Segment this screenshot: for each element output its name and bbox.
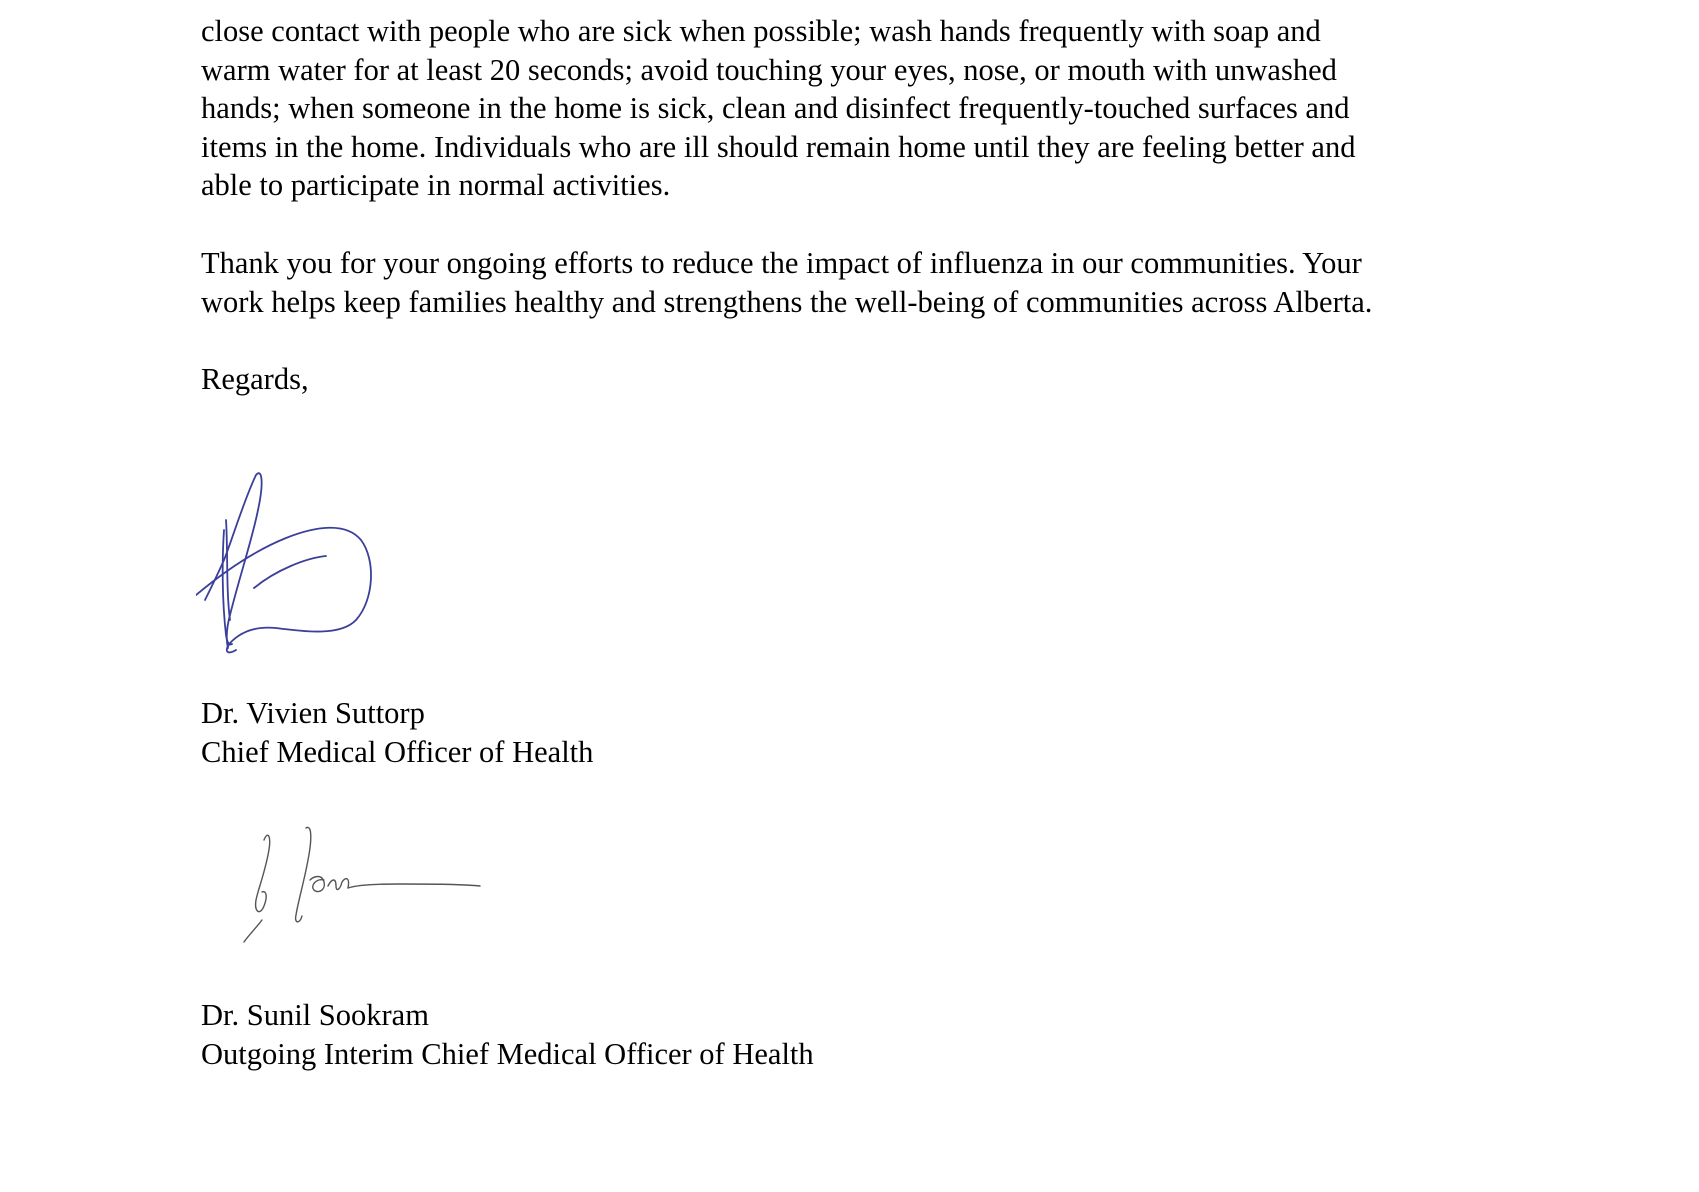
signatory-name: Dr. Sunil Sookram	[201, 998, 429, 1032]
signatory-title: Chief Medical Officer of Health	[201, 734, 594, 769]
closing-salutation	[201, 360, 309, 399]
paragraph-line: hands; when someone in the home is sick, clean and disinfect frequently-touched surfaces and	[201, 91, 1350, 125]
paragraph-line: work helps keep families healthy and strengthens the well-being of communities across Alberta.	[201, 284, 1373, 319]
signatory-title: Outgoing Interim Chief Medical Officer of Health	[201, 1036, 814, 1071]
paragraph-line: items in the home. Individuals who are ill should remain home until they are feeling better and	[201, 129, 1356, 164]
paragraph-line: close contact with people who are sick when possible; wash hands frequently with soap and	[201, 14, 1321, 48]
paragraph-line: Thank you for your ongoing efforts to reduce the impact of influenza in our communities. Your	[201, 246, 1362, 280]
signatory-block-2	[201, 996, 814, 1073]
closing-text: Regards,	[201, 362, 309, 396]
paragraph-line: warm water for at least 20 seconds; avoid touching your eyes, nose, or mouth with unwashed	[201, 52, 1337, 87]
paragraph-line: able to participate in normal activities.	[201, 168, 671, 202]
signature-image-sookram	[238, 820, 483, 945]
signatory-name: Dr. Vivien Suttorp	[201, 696, 425, 730]
signature-image-suttorp	[196, 470, 376, 655]
body-paragraph-precautions	[201, 12, 1355, 205]
body-paragraph-thanks	[201, 244, 1372, 321]
signatory-block-1	[201, 694, 593, 771]
